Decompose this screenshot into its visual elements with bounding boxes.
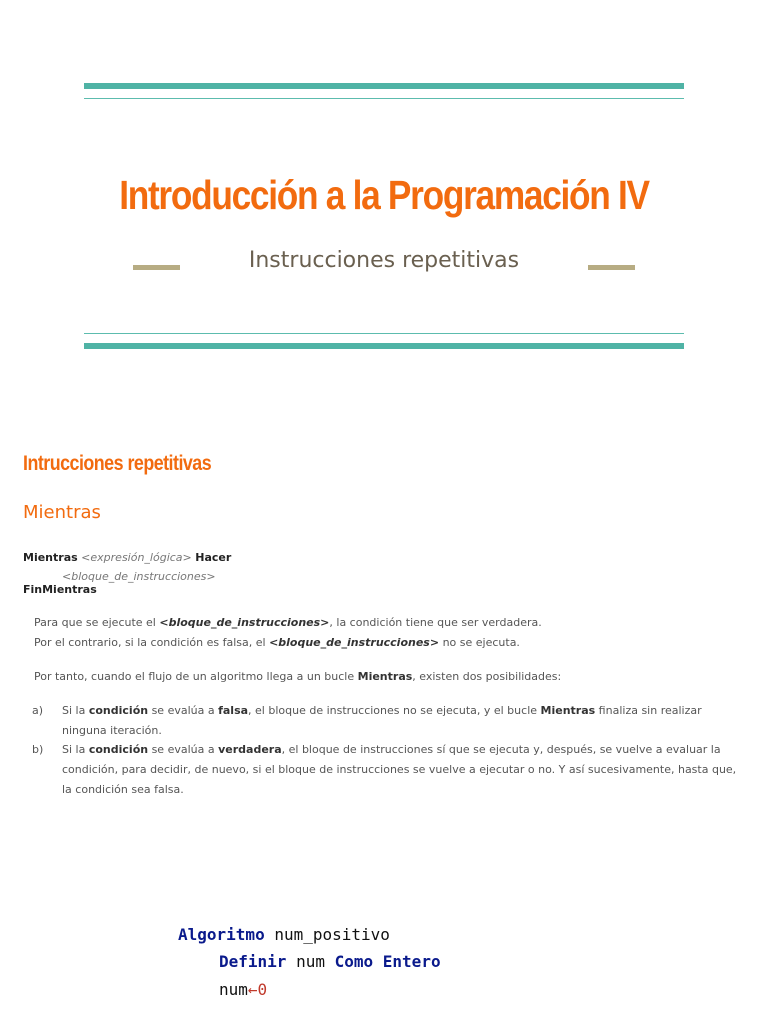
paragraph-3-text-c: , existen dos posibilidades: xyxy=(412,670,562,683)
code-assign-arrow: ← xyxy=(247,980,258,999)
subsection-title: Mientras xyxy=(23,502,101,523)
list-marker-b: b) xyxy=(32,743,44,756)
paragraph-1-text-c: , la condición tiene que ser verdadera. xyxy=(329,616,542,629)
paragraph-2 xyxy=(34,633,734,653)
paragraph-2-text-a: Por el contrario, si la condición es falsa, el xyxy=(34,636,270,649)
syntax-line-2 xyxy=(62,570,216,583)
bottom-rule-thin xyxy=(84,333,684,334)
list-item-a-bold-2: falsa xyxy=(218,704,249,717)
list-item-b-text-2: se evalúa a xyxy=(148,743,219,756)
paragraph-1-text-a: Para que se ejecute el xyxy=(34,616,160,629)
syntax-kw-mientras: Mientras xyxy=(23,551,78,564)
subtitle-row xyxy=(0,246,768,286)
code-line-3 xyxy=(219,980,267,999)
code-line-2 xyxy=(219,952,441,971)
subtitle-dash-right xyxy=(588,265,635,270)
list-item-a-text-4: finaliza sin realizar ninguna iteración. xyxy=(62,704,702,737)
section-title: Intrucciones repetitivas xyxy=(23,452,212,475)
paragraph-3-bold: Mientras xyxy=(357,670,413,683)
list-item-b-bold-1: condición xyxy=(88,743,149,756)
paragraph-1-bold: <bloque_de_instrucciones> xyxy=(159,616,330,629)
paragraph-3 xyxy=(34,667,734,687)
list-item-b xyxy=(62,740,742,800)
list-item-a-bold-1: condición xyxy=(88,704,149,717)
paragraph-3-text-a: Por tanto, cuando el flujo de un algoritmo llega a un bucle xyxy=(34,670,358,683)
list-item-b-text-1: Si la xyxy=(62,743,89,756)
top-rule-thick xyxy=(84,83,684,89)
list-item-a-text-3: , el bloque de instrucciones no se ejecuta, y el bucle xyxy=(248,704,541,717)
syntax-line-1 xyxy=(23,551,231,564)
syntax-expression: <expresión_lógica> xyxy=(81,551,192,564)
syntax-line-3 xyxy=(23,583,97,596)
list-item-a-bold-3: Mientras xyxy=(540,704,596,717)
code-space xyxy=(373,952,383,971)
code-kw-algoritmo: Algoritmo xyxy=(178,925,265,944)
code-kw-como: Como xyxy=(334,952,374,971)
code-assign-value: 0 xyxy=(257,980,268,999)
list-item-b-text-3: , el bloque de instrucciones sí que se ejecuta y, después, se vuelve a evaluar la condición, para decidir, de nuevo, si el bloque de instrucciones se vuelve a ejecutar o no. Y así sucesivamente, hasta que, la condición sea falsa. xyxy=(62,743,737,796)
code-line-1 xyxy=(178,925,390,944)
syntax-block: <bloque_de_instrucciones> xyxy=(62,570,216,583)
code-var-num: num xyxy=(286,952,335,971)
paragraph-2-text-c: no se ejecuta. xyxy=(439,636,520,649)
top-rule-thin xyxy=(84,98,684,99)
page-title: Introducción a la Programación IV xyxy=(119,172,649,218)
code-kw-definir: Definir xyxy=(219,952,287,971)
code-algorithm-name: num_positivo xyxy=(264,925,390,944)
syntax-kw-finmientras: FinMientras xyxy=(23,583,97,596)
bottom-rule-thick xyxy=(84,343,684,349)
list-item-a-text-1: Si la xyxy=(62,704,89,717)
list-item-a xyxy=(62,701,742,741)
list-item-a-text-2: se evalúa a xyxy=(148,704,219,717)
syntax-kw-hacer: Hacer xyxy=(195,551,232,564)
list-marker-a: a) xyxy=(32,704,44,717)
code-kw-entero: Entero xyxy=(382,952,441,971)
paragraph-2-bold: <bloque_de_instrucciones> xyxy=(269,636,440,649)
page-subtitle: Instrucciones repetitivas xyxy=(248,248,520,273)
code-assign-var: num xyxy=(219,980,248,999)
list-item-b-bold-2: verdadera xyxy=(218,743,282,756)
paragraph-1 xyxy=(34,613,734,633)
